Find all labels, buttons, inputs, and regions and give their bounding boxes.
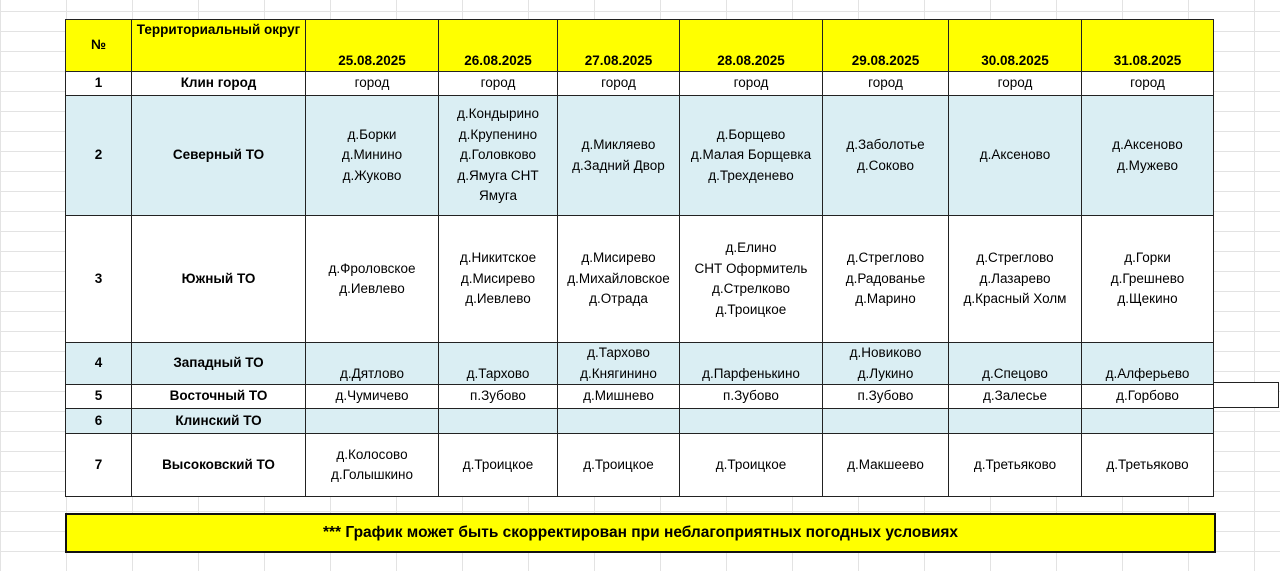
village-name: д.Троицкое xyxy=(715,456,787,472)
schedule-cell xyxy=(439,343,558,385)
village-name: д.Фроловское xyxy=(328,260,416,276)
village-name: д.Голышкино xyxy=(330,467,414,482)
village-name: д.Стреглово xyxy=(976,250,1054,266)
village-name: д.Мисирево xyxy=(460,270,536,286)
header-date: 27.08.2025 xyxy=(558,20,680,72)
village-name: д.Радованье xyxy=(845,270,926,286)
village-name: д.Соково xyxy=(857,157,914,173)
schedule-cell xyxy=(1082,343,1214,385)
row-number: 1 xyxy=(66,72,132,96)
village-name: д.Макшеево xyxy=(847,456,924,472)
village-name: д.Алферьево xyxy=(1105,365,1190,381)
schedule-cell xyxy=(439,434,558,497)
okrug-name: Западный ТО xyxy=(132,343,306,385)
schedule-cell xyxy=(949,385,1082,409)
table-row xyxy=(66,343,1214,385)
schedule-table xyxy=(65,19,1214,497)
village-name: д.Минино xyxy=(341,147,403,163)
schedule-cell xyxy=(439,96,558,216)
village-name: д.Парфенькино xyxy=(702,365,800,381)
village-name: д.Трехденево xyxy=(708,167,794,183)
village-name: д.Марино xyxy=(855,291,916,307)
table-row xyxy=(66,434,1214,497)
schedule-cell xyxy=(558,96,680,216)
schedule-cell xyxy=(1082,385,1214,409)
schedule-cell xyxy=(306,72,439,96)
village-name: д.Михайловское xyxy=(567,270,670,286)
schedule-cell xyxy=(306,343,439,385)
schedule-cell xyxy=(823,385,949,409)
schedule-cell xyxy=(439,216,558,343)
village-name: д.Мужево xyxy=(1117,157,1178,173)
village-name: город xyxy=(601,75,636,91)
schedule-cell xyxy=(823,72,949,96)
schedule-cell xyxy=(949,343,1082,385)
okrug-name: Восточный ТО xyxy=(132,385,306,409)
village-name: д.Лукино xyxy=(857,365,914,381)
schedule-cell xyxy=(439,72,558,96)
table-row xyxy=(66,409,1214,434)
header-date: 30.08.2025 xyxy=(949,20,1082,72)
village-name: д.Горки xyxy=(1124,250,1171,266)
schedule-cell xyxy=(306,385,439,409)
village-name: д.Крупенино xyxy=(458,126,538,142)
header-date: 28.08.2025 xyxy=(680,20,823,72)
header-date: 29.08.2025 xyxy=(823,20,949,72)
village-name: д.Чумичево xyxy=(335,388,409,404)
header-row xyxy=(66,20,1214,72)
weather-notice: *** График может быть скорректирован при неблагоприятных погодных условиях xyxy=(65,513,1216,553)
schedule-cell xyxy=(1082,96,1214,216)
schedule-cell xyxy=(558,216,680,343)
schedule-cell xyxy=(823,343,949,385)
village-name: д.Мисирево xyxy=(581,250,656,266)
village-name: д.Задний Двор xyxy=(572,157,665,173)
table-row xyxy=(66,385,1214,409)
village-name: город xyxy=(868,75,903,91)
schedule-cell xyxy=(306,96,439,216)
schedule-cell xyxy=(558,409,680,434)
schedule-cell xyxy=(680,343,823,385)
schedule-cell xyxy=(558,343,680,385)
village-name: д.Третьяково xyxy=(973,456,1057,472)
village-name: д.Тархово xyxy=(466,365,530,381)
village-name: д.Княгинино xyxy=(580,365,657,381)
village-name: д.Троицкое xyxy=(462,456,534,472)
village-name: д.Аксеново xyxy=(1112,137,1183,152)
header-okrug: Территориальный округ xyxy=(132,20,306,72)
okrug-name: Клин город xyxy=(132,72,306,96)
village-name: город xyxy=(997,75,1033,91)
schedule-cell xyxy=(680,96,823,216)
village-name: д.Малая Борщевка xyxy=(690,147,812,163)
village-name: д.Залесье xyxy=(983,388,1047,404)
village-name: д.Третьяково xyxy=(1106,456,1189,472)
schedule-cell xyxy=(558,72,680,96)
schedule-cell xyxy=(558,434,680,497)
village-name: д.Иевлево xyxy=(339,281,405,296)
schedule-cell xyxy=(306,409,439,434)
village-name: д.Тархово xyxy=(587,345,650,360)
okrug-name: Южный ТО xyxy=(132,216,306,343)
table-row xyxy=(66,216,1214,343)
village-name: д.Елино xyxy=(725,240,777,255)
village-name: д.Стрелково xyxy=(711,281,791,296)
village-name: д.Колосово xyxy=(336,446,408,462)
row-number: 6 xyxy=(66,409,132,434)
row-number: 5 xyxy=(66,385,132,409)
schedule-cell xyxy=(680,409,823,434)
schedule-cell xyxy=(680,72,823,96)
table-row xyxy=(66,96,1214,216)
schedule-cell xyxy=(1082,409,1214,434)
okrug-name: Высоковский ТО xyxy=(132,434,306,497)
schedule-cell xyxy=(1082,216,1214,343)
village-name: д.Жуково xyxy=(342,167,402,183)
village-name: д.Троицкое xyxy=(583,456,654,472)
schedule-cell xyxy=(823,96,949,216)
village-name: д.Дятлово xyxy=(339,365,405,381)
header-num: № xyxy=(66,20,132,72)
row-number: 7 xyxy=(66,434,132,497)
row-number: 2 xyxy=(66,96,132,216)
schedule-cell xyxy=(558,385,680,409)
village-name: д.Борки xyxy=(347,126,397,142)
village-name: п.Зубово xyxy=(723,388,779,404)
schedule-cell xyxy=(823,216,949,343)
village-name: д.Кондырино xyxy=(456,106,540,122)
village-name: д.Стреглово xyxy=(846,250,925,266)
village-name: д.Никитское xyxy=(459,250,537,266)
schedule-cell xyxy=(949,72,1082,96)
schedule-cell xyxy=(439,409,558,434)
village-name: д.Горбово xyxy=(1116,388,1179,404)
schedule-cell xyxy=(949,434,1082,497)
schedule-cell xyxy=(1082,72,1214,96)
schedule-cell xyxy=(949,409,1082,434)
row-number: 3 xyxy=(66,216,132,343)
schedule-cell xyxy=(1082,434,1214,497)
village-name: д.Красный Холм xyxy=(963,291,1067,307)
schedule-cell xyxy=(949,96,1082,216)
schedule-cell xyxy=(823,409,949,434)
village-name: д.Ямуга СНТ xyxy=(457,167,539,183)
village-name: д.Иевлево xyxy=(465,291,531,307)
village-name: д.Грешнево xyxy=(1110,270,1185,286)
village-name: Ямуга xyxy=(478,188,518,204)
village-name: город xyxy=(480,75,516,91)
okrug-name: Клинский ТО xyxy=(132,409,306,434)
schedule-cell xyxy=(680,216,823,343)
schedule-cell xyxy=(949,216,1082,343)
schedule-cell xyxy=(439,385,558,409)
schedule-cell xyxy=(680,385,823,409)
village-name: д.Спецово xyxy=(982,365,1048,381)
village-name: город xyxy=(1130,75,1165,91)
village-name: СНТ Оформитель xyxy=(694,260,808,276)
village-name: п.Зубово xyxy=(857,388,914,404)
schedule-cell xyxy=(680,434,823,497)
village-name: д.Заболотье xyxy=(846,137,925,152)
schedule-cell xyxy=(306,216,439,343)
village-name: д.Микляево xyxy=(581,137,656,152)
header-date: 26.08.2025 xyxy=(439,20,558,72)
village-name: д.Борщево xyxy=(716,126,786,142)
village-name: город xyxy=(354,75,390,91)
village-name: д.Троицкое xyxy=(715,301,787,317)
header-date: 31.08.2025 xyxy=(1082,20,1214,72)
okrug-name: Северный ТО xyxy=(132,96,306,216)
village-name: д.Мишнево xyxy=(583,388,654,404)
header-date: 25.08.2025 xyxy=(306,20,439,72)
village-name: д.Отрада xyxy=(589,291,648,307)
schedule-cell xyxy=(823,434,949,497)
village-name: город xyxy=(733,75,769,91)
village-name: д.Головково xyxy=(459,147,537,163)
village-name: д.Лазарево xyxy=(979,270,1051,286)
table-row xyxy=(66,72,1214,96)
village-name: д.Новиково xyxy=(849,345,922,360)
extra-cell-border xyxy=(1214,382,1279,408)
village-name: д.Щекино xyxy=(1117,291,1178,307)
village-name: п.Зубово xyxy=(470,388,526,404)
village-name: д.Аксеново xyxy=(979,147,1051,163)
schedule-cell xyxy=(306,434,439,497)
row-number: 4 xyxy=(66,343,132,385)
